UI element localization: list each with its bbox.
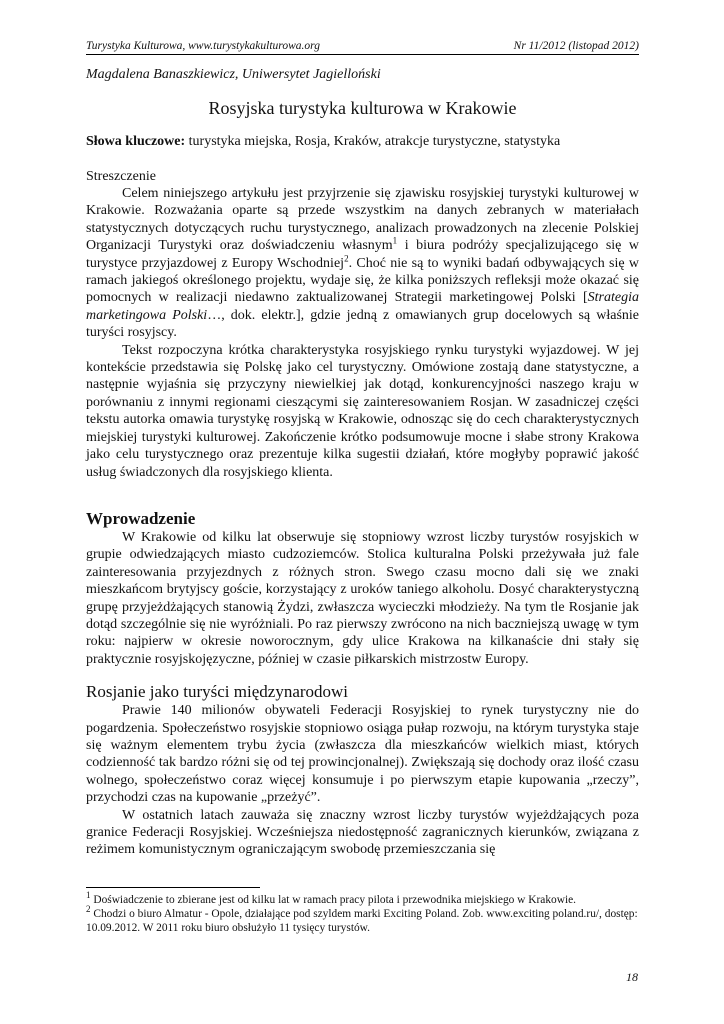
footnote-ref-1: 1 (392, 235, 398, 246)
section-heading-russians: Rosjanie jako turyści międzynarodowi (86, 682, 349, 702)
page-body (86, 40, 639, 859)
russians-paragraph-2: W ostatnich latach zauważa się znaczny wzrost liczby turystów wyjeżdżających poza granice Federacji Rosyjskiej. Wcześniejsza niedostępność zagranicznych kierunków, związana z reżimem komunistycznym ograniczającym swobodę przemieszczania się (86, 807, 639, 858)
abstract-p1-text-b: i biura podróży specjalizującego się w turystyce przyjazdowej z Europy Wschodniej (86, 238, 640, 271)
footnote-2-text: Chodzi o biuro Almatur - Opole, działające pod szyldem marki Exciting Poland. Zob. www.exciting poland.ru/, dostęp: 10.09.2012. W 2011 roku biuro obsłużyło 11 tysięcy turystów. (86, 908, 638, 934)
page-number: 18 (626, 970, 638, 984)
footnote-1 (86, 890, 639, 907)
footnote-2-number: 2 (86, 904, 91, 915)
footnote-1-number: 1 (86, 890, 91, 901)
running-header (86, 40, 639, 55)
abstract-p1-italic: Strategia marketingowa Polski (86, 290, 639, 323)
footnote-ref-2: 2 (344, 252, 349, 263)
footnote-2 (86, 904, 639, 935)
abstract-paragraph-2: Tekst rozpoczyna krótka charakterystyka rosyjskiego rynku turystyki wyjazdowej. W jej kontekście przedstawia się Polskę jako cel turystyczny. Omówione zostają dane statystyczne, a następnie wyjaśnia się przyczyny niewielkiej jak dotąd, konkurencyjności naszego kraju w porównaniu z innymi regionami cieszącymi się zainteresowaniem Rosjan. W zasadniczej części tekstu autorka omawia turystykę rosyjską w Krakowie, odnosząc się do cech charakterystycznych miejskiej turystyki kulturowej. Zakończenie krótko podsumowuje mocne i słabe strony Krakowa jako celu turystycznego oraz prezentuje kilka sugestii działań, które mogłyby poprawić jakość usług świadczonych dla rosyjskiego klienta. (86, 342, 639, 480)
section-heading-introduction: Wprowadzenie (86, 508, 196, 528)
footnote-separator (86, 887, 260, 888)
abstract-paragraph-1 (86, 185, 639, 342)
keywords (86, 134, 639, 150)
footnotes (86, 890, 639, 935)
abstract-p1-text-c: . Choć nie są to wyniki badań odbywających się w ramach jakiegoś określonego projektu, wydaje się, że kilka poniższych refleksji może okazać się pomocnych w realizacji niedawno zaktualizowanej Strategii marketingowej Polski [ (86, 255, 639, 306)
keywords-text: turystyka miejska, Rosja, Kraków, atrakcje turystyczne, statystyka (185, 134, 561, 149)
introduction-paragraph: W Krakowie od kilku lat obserwuje się stopniowy wzrost liczby turystów rosyjskich w grupie odwiedzających miasto cudzoziemców. Stolica kulturalna Polski przeżywała już fale zainteresowania przyjezdnych z różnych stron. Swego czasu mocno dali się we znaki mieszkańcom brytyjscy goście, korzystający z uroków taniego alkoholu. Dosyć charakterystyczną grupę przyjeżdżających stanowią Żydzi, zwłaszcza wycieczki młodzieży. Na tym tle Rosjanie jak dotąd szczególnie się nie wyróżniali. Po raz pierwszy zwrócono na nich baczniejszą uwagę w tym roku: najpierw w okresie noworocznym, gdy ulice Krakowa na kilkanaście dni stały się praktycznie rosyjskojęzyczne, później w czasie piłkarskich mistrzostw Europy. (86, 529, 639, 667)
abstract-p1-text-d: …, dok. elektr.], gdzie jedną z omawianych grup docelowych są właśnie turyści rosyjscy. (86, 307, 639, 341)
article-title: Rosyjska turystyka kulturowa w Krakowie (208, 98, 517, 118)
footnote-1-text: Doświadczenie to zbierane jest od kilku lat w ramach pracy pilota i przewodnika miejskiego w Krakowie. (90, 894, 577, 906)
russians-paragraph-1: Prawie 140 milionów obywateli Federacji Rosyjskiej to rynek turystyczny nie do pogardzenia. Społeczeństwo rosyjskie stopniowo osiąga pułap rozwoju, na którym turystyka staje się ważnym elementem trybu życia (zwłaszcza dla mieszkańców wielkich miast, których codzienność tak bardzo różni się od tej prowincjonalnej). Zwiększają się dochody oraz ilość czasu wolnego, społeczeństwo coraz więcej konsumuje i po pierwszym etapie kupowania „rzeczy”, przychodzi czas na kupowanie „przeżyć”. (86, 703, 639, 806)
header-issue: Nr 11/2012 (listopad 2012) (513, 40, 639, 52)
author-line: Magdalena Banaszkiewicz, Uniwersytet Jagielloński (86, 67, 381, 82)
keywords-label: Słowa kluczowe: (86, 134, 186, 149)
abstract-heading: Streszczenie (86, 169, 156, 184)
header-journal: Turystyka Kulturowa, www.turystykakulturowa.org (86, 40, 320, 52)
abstract-p1-text-a: Celem niniejszego artykułu jest przyjrzenie się zjawisku rosyjskiej turystyki kulturowej w Krakowie. Rozważania oparte są przede wszystkim na danych zebranych w materiałach statystycznych dotyczących ruchu turystycznego, analizach prowadzonych na zlecenie Polskiej Organizacji Turystyki oraz doświadczeniu własnym (86, 186, 639, 254)
